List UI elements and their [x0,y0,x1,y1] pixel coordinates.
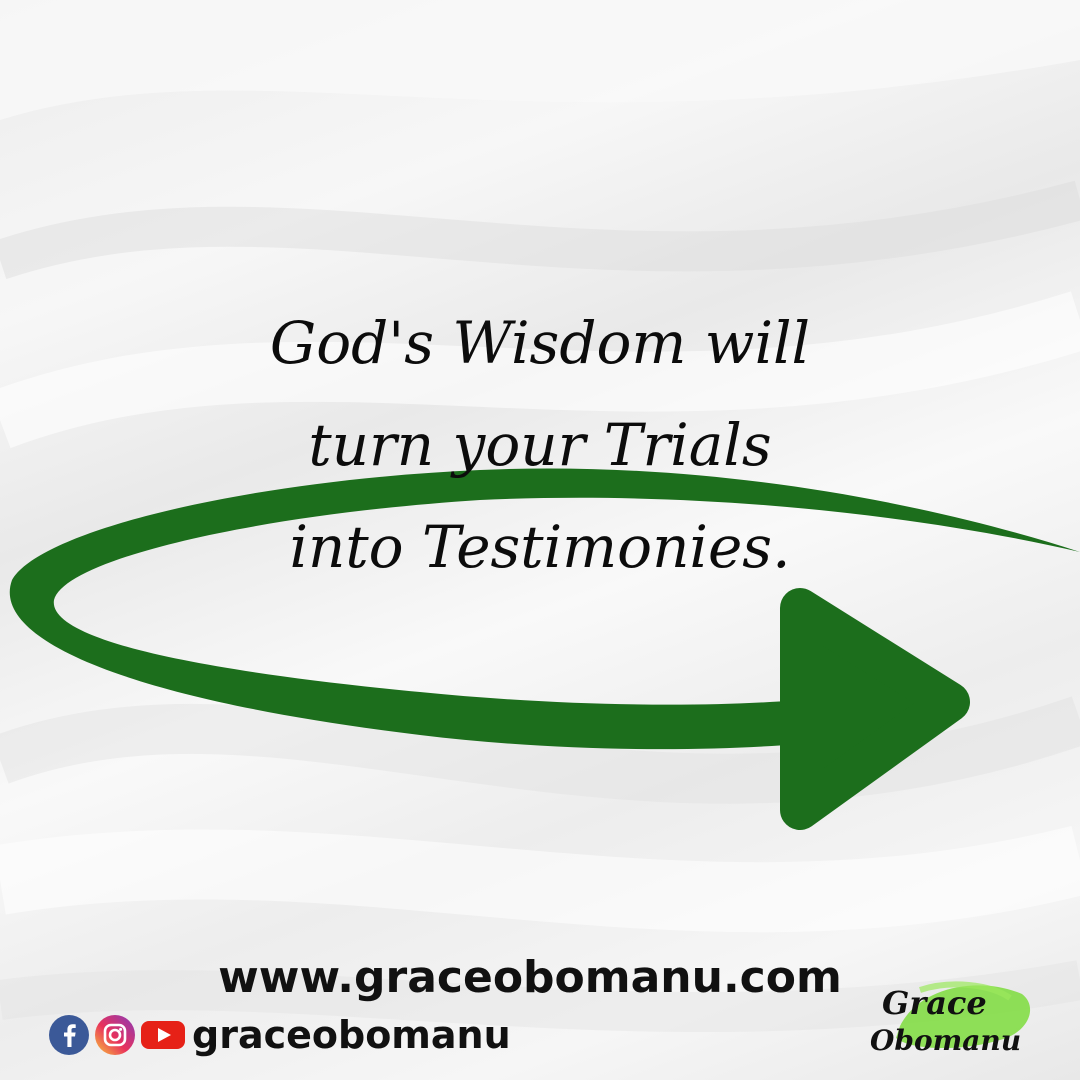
quote-line: God's Wisdom will [269,309,811,377]
youtube-icon[interactable] [140,1014,186,1056]
quote-line: into Testimonies. [289,513,791,581]
facebook-icon[interactable] [48,1014,90,1056]
social-handle: graceobomanu [192,1013,511,1057]
website-url[interactable]: www.graceobomanu.com [218,952,842,1003]
grace-obomanu-logo [860,968,1040,1068]
instagram-icon[interactable] [94,1014,136,1056]
quote-line: turn your Trials [308,411,772,479]
logo-line2: Obomanu [870,1024,1022,1057]
social-links [48,1010,511,1060]
logo-line1: Grace [882,984,987,1022]
quote-text [240,292,840,598]
arrow-head [800,608,950,810]
